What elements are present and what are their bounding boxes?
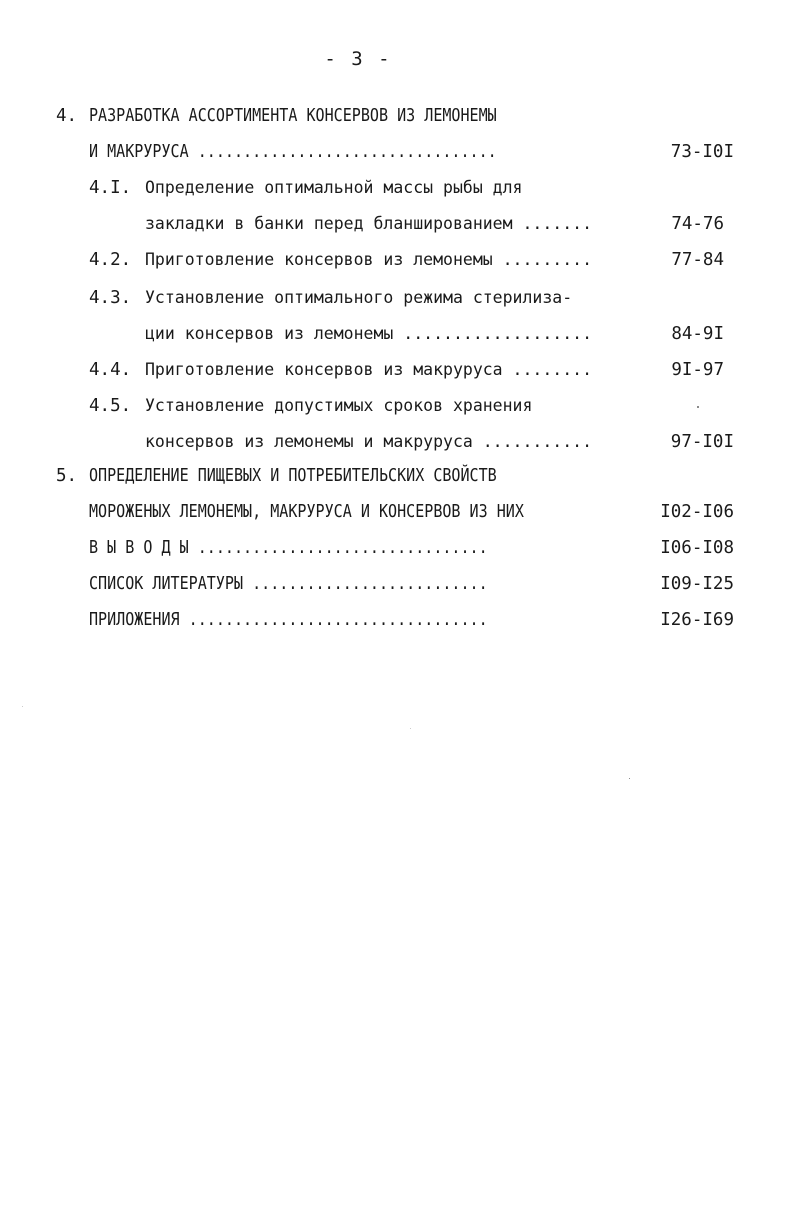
section-4-4-title: Приготовление консервов из макруруса ........ — [145, 360, 593, 379]
section-4-1-title-line1: Определение оптимальной массы рыбы для — [145, 178, 523, 197]
section-4-5-title-line1: Установление допустимых сроков хранения — [145, 396, 533, 415]
section-4-5-title-line2: консервов из лемонемы и макруруса ........... — [145, 432, 593, 451]
section-4-3-pages: 84-9I — [671, 324, 724, 344]
section-4-2-pages: 77-84 — [671, 250, 724, 270]
section-4-5-number: 4.5. — [89, 396, 132, 416]
section-4-3-title-line1: Установление оптимального режима стерилиза- — [145, 288, 573, 307]
section-4-1-number: 4.I. — [89, 178, 132, 198]
section-4-pages: 73-I0I — [670, 142, 734, 162]
section-4-1-title-line2: закладки в банки перед бланшированием ....... — [145, 214, 593, 233]
section-4-3-number: 4.3. — [89, 288, 132, 308]
section-4-title-line1: РАЗРАБОТКА АССОРТИМЕНТА КОНСЕРВОВ ИЗ ЛЕМОНЕМЫ — [89, 106, 497, 126]
scan-speck — [697, 406, 699, 408]
scan-speck — [410, 728, 411, 729]
section-5-number: 5. — [56, 466, 78, 486]
section-4-4-pages: 9I-97 — [671, 360, 724, 380]
section-5-title-line2: МОРОЖЕНЫХ ЛЕМОНЕМЫ, МАКРУРУСА И КОНСЕРВОВ ИЗ НИХ — [89, 502, 524, 522]
scan-speck — [629, 778, 630, 779]
references-title: СПИСОК ЛИТЕРАТУРЫ .......................... — [89, 574, 488, 594]
section-5-title-line1: ОПРЕДЕЛЕНИЕ ПИЩЕВЫХ И ПОТРЕБИТЕЛЬСКИХ СВОЙСТВ — [89, 466, 497, 486]
scan-speck — [22, 706, 23, 707]
conclusions-pages: I06-I08 — [660, 538, 734, 558]
section-4-title-line2: И МАКРУРУСА ................................. — [89, 142, 497, 162]
conclusions-title: В Ы В О Д Ы ................................ — [89, 538, 488, 558]
section-4-2-number: 4.2. — [89, 250, 132, 270]
section-4-number: 4. — [56, 106, 78, 126]
section-4-1-pages: 74-76 — [671, 214, 724, 234]
appendices-pages: I26-I69 — [660, 610, 734, 630]
section-4-2-title: Приготовление консервов из лемонемы ......... — [145, 250, 593, 269]
section-4-4-number: 4.4. — [89, 360, 132, 380]
section-5-pages: I02-I06 — [660, 502, 734, 522]
references-pages: I09-I25 — [660, 574, 734, 594]
appendices-title: ПРИЛОЖЕНИЯ ................................. — [89, 610, 488, 630]
page-number: - 3 - — [324, 48, 392, 70]
section-4-5-pages: 97-I0I — [670, 432, 734, 452]
section-4-3-title-line2: ции консервов из лемонемы ................... — [145, 324, 593, 343]
